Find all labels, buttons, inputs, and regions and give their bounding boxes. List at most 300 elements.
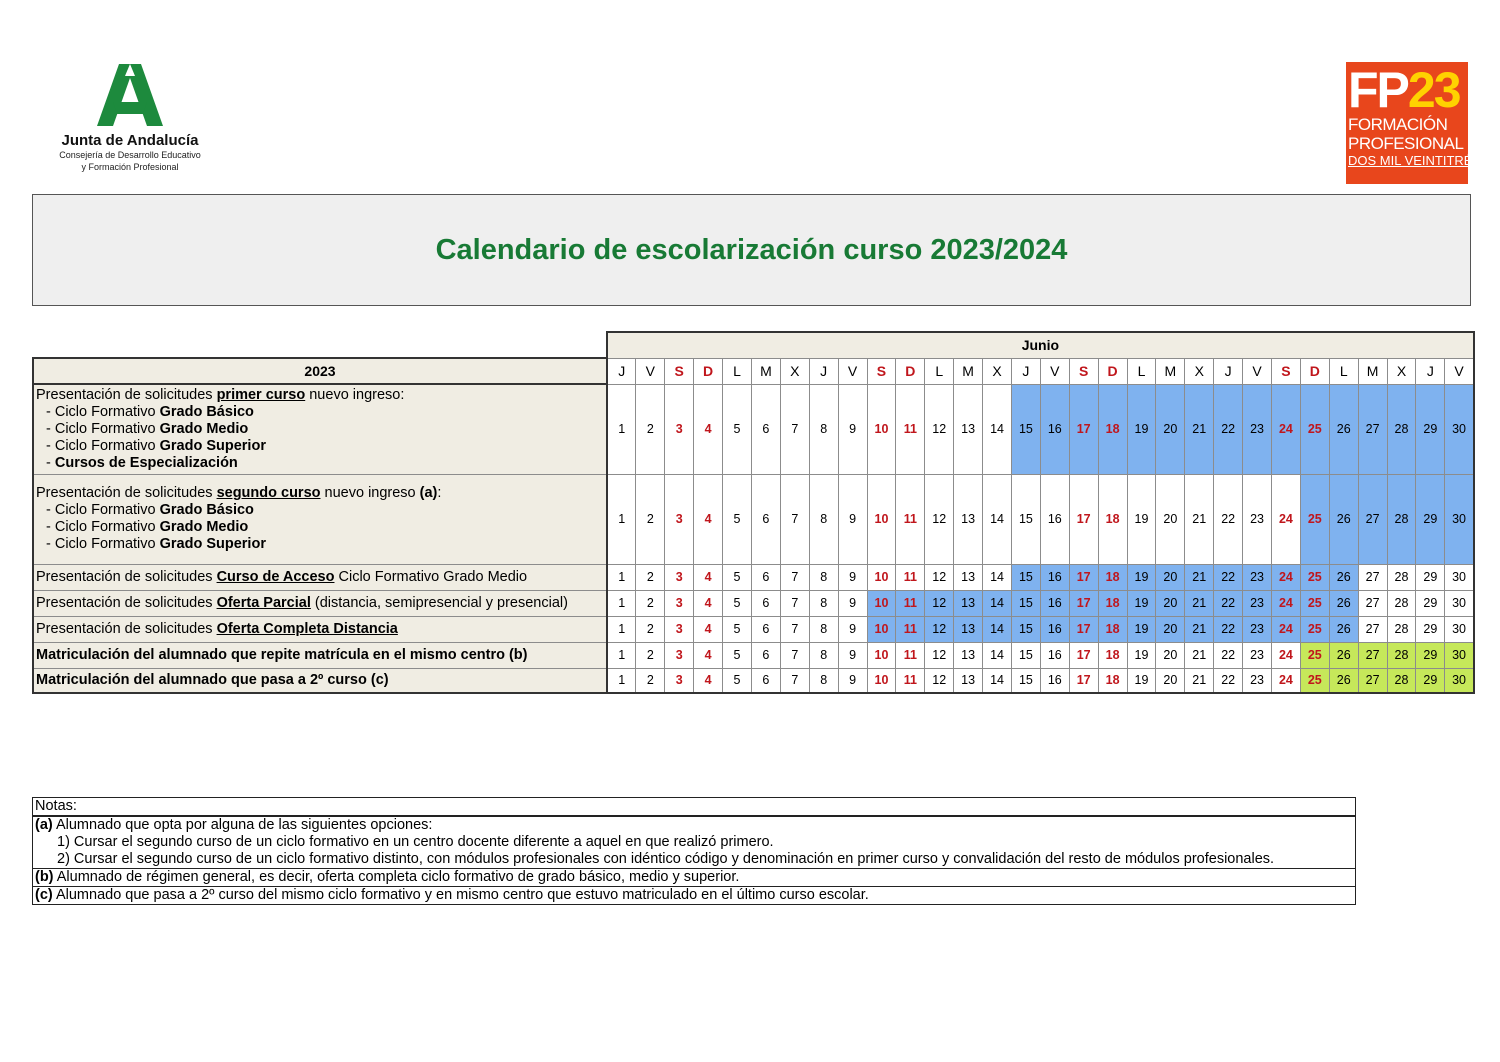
day-cell: 26 <box>1329 590 1358 616</box>
weekday-cell: X <box>1387 358 1416 384</box>
label-emphasis: Curso de Acceso <box>216 568 335 585</box>
day-cell: 21 <box>1185 564 1214 590</box>
weekday-cell: D <box>1300 358 1329 384</box>
day-cell: 7 <box>780 474 809 564</box>
calendar-row <box>33 668 1474 693</box>
day-cell: 5 <box>723 590 752 616</box>
fp23-line-3: DOS MIL VEINTITRÉS <box>1348 153 1482 168</box>
day-cell: 2 <box>636 642 665 668</box>
row-label <box>33 590 607 616</box>
day-cell: 17 <box>1069 616 1098 642</box>
day-cell: 11 <box>896 642 925 668</box>
page-title: Calendario de escolarización curso 2023/2024 <box>435 233 1068 266</box>
day-cell: 18 <box>1098 590 1127 616</box>
calendar-row <box>33 616 1474 642</box>
weekday-cell: J <box>1416 358 1445 384</box>
day-cell: 6 <box>751 474 780 564</box>
day-cell: 27 <box>1358 384 1387 474</box>
day-cell: 2 <box>636 590 665 616</box>
row-label-line <box>36 485 604 502</box>
weekday-cell: J <box>1011 358 1040 384</box>
label-emphasis: Grado Medio <box>159 519 249 535</box>
day-cell: 1 <box>607 668 636 693</box>
day-cell: 28 <box>1387 590 1416 616</box>
day-cell: 3 <box>665 384 694 474</box>
day-cell: 27 <box>1358 474 1387 564</box>
day-cell: 22 <box>1214 668 1243 693</box>
day-cell: 12 <box>925 590 954 616</box>
day-cell: 16 <box>1040 668 1069 693</box>
day-cell: 11 <box>896 616 925 642</box>
day-cell: 17 <box>1069 668 1098 693</box>
day-cell: 22 <box>1214 564 1243 590</box>
day-cell: 14 <box>983 616 1012 642</box>
calendar-row <box>33 474 1474 564</box>
calendar-row <box>33 590 1474 616</box>
day-cell: 10 <box>867 642 896 668</box>
row-label <box>33 564 607 590</box>
label-text: - Ciclo Formativo <box>46 420 160 437</box>
day-cell: 12 <box>925 642 954 668</box>
day-cell: 8 <box>809 668 838 693</box>
label-emphasis: Grado Medio <box>159 420 249 437</box>
label-emphasis: (a) <box>419 485 438 501</box>
row-label <box>33 642 607 668</box>
calendar-table <box>32 331 1475 694</box>
label-text: - Ciclo Formativo <box>46 536 160 552</box>
row-label-line <box>36 621 604 638</box>
row-label-line <box>36 595 604 612</box>
junta-name: Junta de Andalucía <box>61 132 199 149</box>
day-cell: 14 <box>983 564 1012 590</box>
day-cell: 19 <box>1127 616 1156 642</box>
row-label-line <box>36 536 604 553</box>
day-cell: 2 <box>636 474 665 564</box>
month-header-row <box>33 332 1474 358</box>
weekday-cell: J <box>607 358 636 384</box>
day-cell: 30 <box>1445 642 1474 668</box>
day-cell: 4 <box>694 668 723 693</box>
day-cell: 23 <box>1243 668 1272 693</box>
month-label: Junio <box>607 332 1474 358</box>
day-cell: 12 <box>925 474 954 564</box>
day-cell: 4 <box>694 590 723 616</box>
day-cell: 25 <box>1300 564 1329 590</box>
row-label-line <box>36 569 604 586</box>
day-cell: 3 <box>665 564 694 590</box>
weekday-cell: L <box>1127 358 1156 384</box>
day-cell: 15 <box>1011 590 1040 616</box>
day-cell: 4 <box>694 474 723 564</box>
day-cell: 9 <box>838 474 867 564</box>
day-cell: 27 <box>1358 642 1387 668</box>
day-cell: 14 <box>983 384 1012 474</box>
day-cell: 6 <box>751 642 780 668</box>
weekday-cell: M <box>954 358 983 384</box>
day-cell: 28 <box>1387 616 1416 642</box>
day-cell: 17 <box>1069 642 1098 668</box>
day-cell: 7 <box>780 590 809 616</box>
label-text: Presentación de solicitudes <box>36 620 217 637</box>
day-cell: 21 <box>1185 474 1214 564</box>
row-label-line <box>36 519 604 536</box>
row-label-line <box>36 455 604 472</box>
day-cell: 29 <box>1416 384 1445 474</box>
day-cell: 14 <box>983 668 1012 693</box>
fp23-line-2: PROFESIONAL <box>1348 134 1464 153</box>
day-cell: 15 <box>1011 564 1040 590</box>
day-cell: 9 <box>838 590 867 616</box>
day-cell: 13 <box>954 616 983 642</box>
day-cell: 28 <box>1387 474 1416 564</box>
day-cell: 18 <box>1098 668 1127 693</box>
calendar-row <box>33 384 1474 474</box>
day-cell: 15 <box>1011 642 1040 668</box>
row-label <box>33 616 607 642</box>
weekday-cell: L <box>1329 358 1358 384</box>
row-label-line <box>36 421 604 438</box>
day-cell: 9 <box>838 616 867 642</box>
day-cell: 2 <box>636 564 665 590</box>
day-cell: 29 <box>1416 642 1445 668</box>
day-cell: 20 <box>1156 564 1185 590</box>
day-cell: 19 <box>1127 564 1156 590</box>
fp23-line-1: FORMACIÓN <box>1348 115 1448 134</box>
day-cell: 13 <box>954 564 983 590</box>
day-cell: 5 <box>723 564 752 590</box>
day-cell: 9 <box>838 564 867 590</box>
day-cell: 20 <box>1156 474 1185 564</box>
day-cell: 21 <box>1185 642 1214 668</box>
day-cell: 23 <box>1243 384 1272 474</box>
day-cell: 18 <box>1098 474 1127 564</box>
note-b <box>33 869 1356 887</box>
junta-de-andalucia-logo <box>40 62 220 173</box>
day-cell: 8 <box>809 384 838 474</box>
day-cell: 6 <box>751 616 780 642</box>
day-cell: 1 <box>607 474 636 564</box>
note-a-option-2: 2) Cursar el segundo curso de un ciclo formativo distinto, con módulos profesionales con idéntico código y denominación en primer curso y convalidación del resto de módulos profesionales. <box>57 851 1275 867</box>
weekday-cell: S <box>1069 358 1098 384</box>
row-label <box>33 384 607 474</box>
day-cell: 19 <box>1127 590 1156 616</box>
day-cell: 18 <box>1098 564 1127 590</box>
header-spacer <box>33 332 607 358</box>
day-cell: 26 <box>1329 384 1358 474</box>
day-cell: 5 <box>723 384 752 474</box>
day-cell: 29 <box>1416 668 1445 693</box>
notes-table <box>32 797 1356 905</box>
year-label: 2023 <box>33 358 607 384</box>
label-text: (distancia, semipresencial y presencial) <box>310 594 568 611</box>
day-cell: 13 <box>954 642 983 668</box>
weekday-cell: J <box>809 358 838 384</box>
day-cell: 25 <box>1300 384 1329 474</box>
day-cell: 29 <box>1416 590 1445 616</box>
label-text: Presentación de solicitudes <box>36 568 217 585</box>
day-cell: 17 <box>1069 384 1098 474</box>
day-cell: 7 <box>780 668 809 693</box>
day-cell: 24 <box>1271 590 1300 616</box>
day-cell: 28 <box>1387 564 1416 590</box>
day-cell: 18 <box>1098 384 1127 474</box>
day-cell: 30 <box>1445 474 1474 564</box>
weekday-cell: D <box>694 358 723 384</box>
day-cell: 13 <box>954 474 983 564</box>
row-label-line <box>36 502 604 519</box>
day-cell: 6 <box>751 668 780 693</box>
day-cell: 8 <box>809 564 838 590</box>
day-cell: 11 <box>896 564 925 590</box>
row-label-line <box>36 647 604 664</box>
label-emphasis: Grado Básico <box>159 502 254 518</box>
row-label-line <box>36 404 604 421</box>
day-cell: 1 <box>607 590 636 616</box>
day-cell: 13 <box>954 590 983 616</box>
day-cell: 14 <box>983 642 1012 668</box>
day-cell: 28 <box>1387 642 1416 668</box>
day-cell: 26 <box>1329 668 1358 693</box>
day-cell: 19 <box>1127 384 1156 474</box>
note-c-text: Alumnado que pasa a 2º curso del mismo ciclo formativo y en mismo centro que estuvo matriculado en el último curso escolar. <box>52 887 869 903</box>
day-cell: 3 <box>665 642 694 668</box>
day-cell: 22 <box>1214 474 1243 564</box>
label-emphasis: Cursos de Especialización <box>54 454 238 471</box>
title-box <box>32 194 1471 306</box>
weekday-cell: X <box>983 358 1012 384</box>
weekday-cell: X <box>1185 358 1214 384</box>
day-cell: 5 <box>723 642 752 668</box>
day-cell: 22 <box>1214 384 1243 474</box>
day-cell: 20 <box>1156 642 1185 668</box>
day-cell: 10 <box>867 474 896 564</box>
day-cell: 5 <box>723 668 752 693</box>
day-cell: 19 <box>1127 642 1156 668</box>
calendar-row <box>33 642 1474 668</box>
label-text: - <box>46 454 55 471</box>
weekday-cell: D <box>896 358 925 384</box>
weekday-cell: J <box>1214 358 1243 384</box>
day-cell: 9 <box>838 668 867 693</box>
day-cell: 8 <box>809 616 838 642</box>
day-cell: 7 <box>780 616 809 642</box>
day-cell: 3 <box>665 668 694 693</box>
day-cell: 22 <box>1214 616 1243 642</box>
day-cell: 16 <box>1040 642 1069 668</box>
day-cell: 16 <box>1040 474 1069 564</box>
weekday-cell: V <box>1243 358 1272 384</box>
day-cell: 1 <box>607 616 636 642</box>
day-cell: 23 <box>1243 616 1272 642</box>
day-cell: 25 <box>1300 642 1329 668</box>
day-cell: 6 <box>751 384 780 474</box>
day-cell: 10 <box>867 668 896 693</box>
day-cell: 7 <box>780 564 809 590</box>
note-a-text: Alumnado que opta por alguna de las siguientes opciones: <box>52 817 433 833</box>
day-cell: 7 <box>780 384 809 474</box>
note-c-tag: (c) <box>35 887 53 903</box>
day-cell: 13 <box>954 668 983 693</box>
label-emphasis: Oferta Completa Distancia <box>216 620 398 637</box>
day-cell: 3 <box>665 616 694 642</box>
day-cell: 21 <box>1185 616 1214 642</box>
day-cell: 15 <box>1011 384 1040 474</box>
day-cell: 3 <box>665 590 694 616</box>
day-cell: 8 <box>809 642 838 668</box>
calendar-row <box>33 564 1474 590</box>
label-emphasis: primer curso <box>216 386 306 403</box>
day-cell: 28 <box>1387 668 1416 693</box>
day-cell: 23 <box>1243 564 1272 590</box>
day-cell: 30 <box>1445 590 1474 616</box>
label-text: Presentación de solicitudes <box>36 485 217 501</box>
day-cell: 25 <box>1300 668 1329 693</box>
label-text: - Ciclo Formativo <box>46 502 160 518</box>
day-cell: 27 <box>1358 616 1387 642</box>
junta-emblem-icon <box>95 62 165 128</box>
day-cell: 8 <box>809 474 838 564</box>
day-cell: 27 <box>1358 668 1387 693</box>
row-label <box>33 474 607 564</box>
day-cell: 26 <box>1329 474 1358 564</box>
note-a <box>33 816 1356 869</box>
weekday-cell: V <box>1445 358 1474 384</box>
day-cell: 12 <box>925 564 954 590</box>
day-cell: 9 <box>838 642 867 668</box>
note-a-option-1: 1) Cursar el segundo curso de un ciclo formativo en un centro docente diferente a aquel en que realizó primero. <box>57 834 774 850</box>
day-cell: 20 <box>1156 616 1185 642</box>
day-cell: 26 <box>1329 564 1358 590</box>
label-text: nuevo ingreso: <box>305 386 405 403</box>
day-cell: 17 <box>1069 564 1098 590</box>
row-label-line <box>36 672 604 689</box>
day-cell: 11 <box>896 474 925 564</box>
day-cell: 28 <box>1387 384 1416 474</box>
label-text: : <box>437 485 442 501</box>
day-cell: 21 <box>1185 668 1214 693</box>
day-cell: 20 <box>1156 590 1185 616</box>
day-cell: 26 <box>1329 616 1358 642</box>
day-cell: 14 <box>983 590 1012 616</box>
fp23-logo <box>1346 62 1482 184</box>
day-cell: 22 <box>1214 590 1243 616</box>
day-cell: 9 <box>838 384 867 474</box>
day-cell: 24 <box>1271 384 1300 474</box>
row-label-line <box>36 387 604 404</box>
day-cell: 16 <box>1040 384 1069 474</box>
weekday-cell: M <box>1156 358 1185 384</box>
day-cell: 22 <box>1214 642 1243 668</box>
label-text: nuevo ingreso <box>320 485 420 501</box>
day-cell: 24 <box>1271 616 1300 642</box>
day-cell: 30 <box>1445 616 1474 642</box>
day-cell: 26 <box>1329 642 1358 668</box>
day-cell: 16 <box>1040 590 1069 616</box>
day-cell: 8 <box>809 590 838 616</box>
label-emphasis: Grado Superior <box>159 536 266 552</box>
weekday-cell: V <box>1040 358 1069 384</box>
day-cell: 17 <box>1069 590 1098 616</box>
weekday-cell: M <box>1358 358 1387 384</box>
day-cell: 19 <box>1127 668 1156 693</box>
day-cell: 2 <box>636 616 665 642</box>
day-cell: 18 <box>1098 616 1127 642</box>
day-cell: 4 <box>694 384 723 474</box>
day-cell: 2 <box>636 668 665 693</box>
day-cell: 15 <box>1011 616 1040 642</box>
day-cell: 24 <box>1271 474 1300 564</box>
weekday-cell: L <box>723 358 752 384</box>
junta-subtitle-2: y Formación Profesional <box>81 162 179 172</box>
day-cell: 11 <box>896 668 925 693</box>
day-cell: 11 <box>896 384 925 474</box>
weekday-cell: S <box>1271 358 1300 384</box>
row-label <box>33 668 607 693</box>
day-cell: 23 <box>1243 474 1272 564</box>
label-text: Ciclo Formativo Grado Medio <box>334 568 528 585</box>
day-cell: 5 <box>723 474 752 564</box>
day-cell: 27 <box>1358 590 1387 616</box>
day-cell: 10 <box>867 616 896 642</box>
weekday-cell: M <box>751 358 780 384</box>
fp23-mark: FP23 <box>1348 62 1460 118</box>
day-cell: 25 <box>1300 474 1329 564</box>
weekday-cell: V <box>636 358 665 384</box>
day-cell: 30 <box>1445 668 1474 693</box>
day-cell: 4 <box>694 616 723 642</box>
day-cell: 24 <box>1271 564 1300 590</box>
day-cell: 30 <box>1445 564 1474 590</box>
note-a-tag: (a) <box>35 817 53 833</box>
day-cell: 29 <box>1416 616 1445 642</box>
day-cell: 15 <box>1011 668 1040 693</box>
day-cell: 24 <box>1271 642 1300 668</box>
day-cell: 17 <box>1069 474 1098 564</box>
day-cell: 6 <box>751 590 780 616</box>
label-text: - Ciclo Formativo <box>46 403 160 420</box>
day-cell: 10 <box>867 564 896 590</box>
day-cell: 3 <box>665 474 694 564</box>
day-cell: 21 <box>1185 590 1214 616</box>
label-emphasis: Oferta Parcial <box>216 594 311 611</box>
day-cell: 23 <box>1243 642 1272 668</box>
row-label-line <box>36 438 604 455</box>
day-cell: 18 <box>1098 642 1127 668</box>
day-cell: 29 <box>1416 564 1445 590</box>
day-cell: 1 <box>607 642 636 668</box>
day-cell: 1 <box>607 384 636 474</box>
day-cell: 12 <box>925 616 954 642</box>
day-cell: 30 <box>1445 384 1474 474</box>
day-cell: 12 <box>925 668 954 693</box>
day-cell: 21 <box>1185 384 1214 474</box>
day-cell: 2 <box>636 384 665 474</box>
label-emphasis: segundo curso <box>216 485 321 501</box>
label-text: - Ciclo Formativo <box>46 437 160 454</box>
day-cell: 6 <box>751 564 780 590</box>
day-cell: 27 <box>1358 564 1387 590</box>
day-cell: 1 <box>607 564 636 590</box>
day-cell: 5 <box>723 616 752 642</box>
day-cell: 23 <box>1243 590 1272 616</box>
day-cell: 10 <box>867 590 896 616</box>
day-cell: 10 <box>867 384 896 474</box>
notes-heading: Notas: <box>33 798 1356 817</box>
day-cell: 24 <box>1271 668 1300 693</box>
day-cell: 4 <box>694 564 723 590</box>
label-text: Matriculación del alumnado que pasa a 2º curso (c) <box>36 671 389 688</box>
note-c <box>33 887 1356 905</box>
